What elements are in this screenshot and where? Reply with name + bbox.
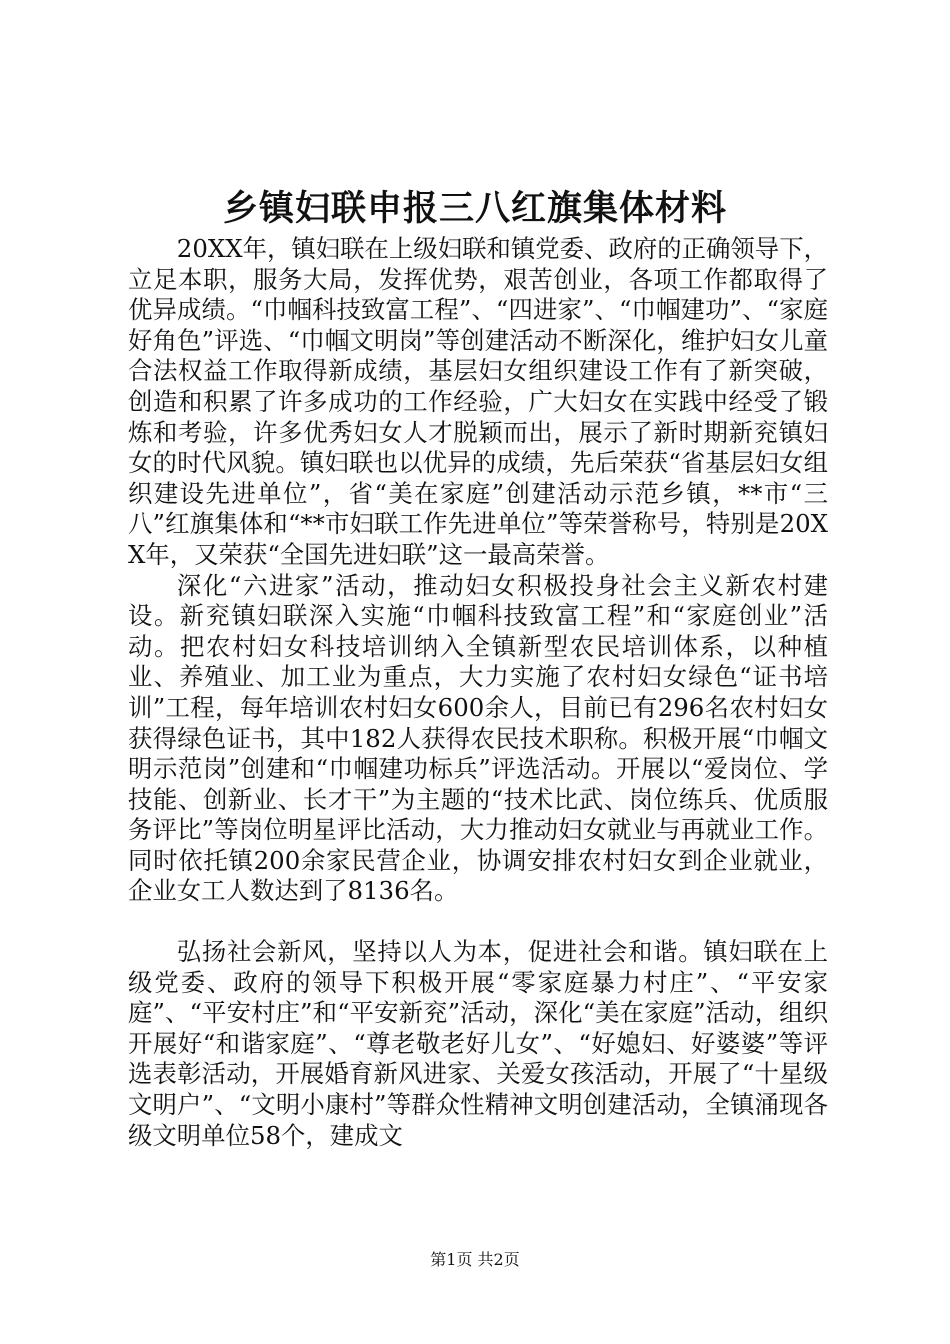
- paragraph-six-into-home: 深化“六进家”活动，推动妇女积极投身社会主义新农村建设。新兖镇妇联深入实施“巾帼科技致富工程”和“家庭创业”活动。把农村妇女科技培训纳入全镇新型农民培训体系，以种植业、养殖业、加工业为重点，大力实施了农村妇女绿色“证书培训”工程，每年培训农村妇女600余人，目前已有296名农村妇女获得绿色证书，其中182人获得农民技术职称。积极开展“巾帼文明示范岗”创建和“巾帼建功标兵”评选活动。开展以“爱岗位、学技能、创新业、长才干”为主题的“技术比武、岗位练兵、优质服务评比”等岗位明星评比活动，大力推动妇女就业与再就业工作。同时依托镇200余家民营企业，协调安排农村妇女到企业就业，企业女工人数达到了8136名。: [128, 570, 828, 906]
- document-body: [128, 234, 828, 1151]
- page-footer: 第1页 共2页: [430, 1250, 520, 1269]
- paragraph-gap: [128, 907, 828, 937]
- paragraph-intro: 20XX年，镇妇联在上级妇联和镇党委、政府的正确领导下，立足本职，服务大局，发挥优势，艰苦创业，各项工作都取得了优异成绩。“巾帼科技致富工程”、“四进家”、“巾帼建功”、“家庭好角色”评选、“巾帼文明岗”等创建活动不断深化，维护妇女儿童合法权益工作取得新成绩，基层妇女组织建设工作有了新突破，创造和积累了许多成功的工作经验，广大妇女在实践中经受了锻炼和考验，许多优秀妇女人才脱颖而出，展示了新时期新兖镇妇女的时代风貌。镇妇联也以优异的成绩，先后荣获“省基层妇女组织建设先进单位”，省“美在家庭”创建活动示范乡镇，**市“三八”红旗集体和“**市妇联工作先进单位”等荣誉称号，特别是20XX年，又荣获“全国先进妇联”这一最高荣誉。: [128, 234, 828, 569]
- document-title: 乡镇妇联申报三八红旗集体材料: [222, 189, 727, 229]
- paragraph-social-harmony: 弘扬社会新风，坚持以人为本，促进社会和谐。镇妇联在上级党委、政府的领导下积极开展“零家庭暴力村庄”、“平安家庭”、“平安村庄”和“平安新兖”活动，深化“美在家庭”活动，组织开展好“和谐家庭”、“尊老敬老好儿女”、“好媳妇、好婆婆”等评选表彰活动，开展婚育新风进家、关爱女孩活动，开展了“十星级文明户”、“文明小康村”等群众性精神文明创建活动，全镇涌现各级文明单位58个，建成文: [128, 937, 828, 1150]
